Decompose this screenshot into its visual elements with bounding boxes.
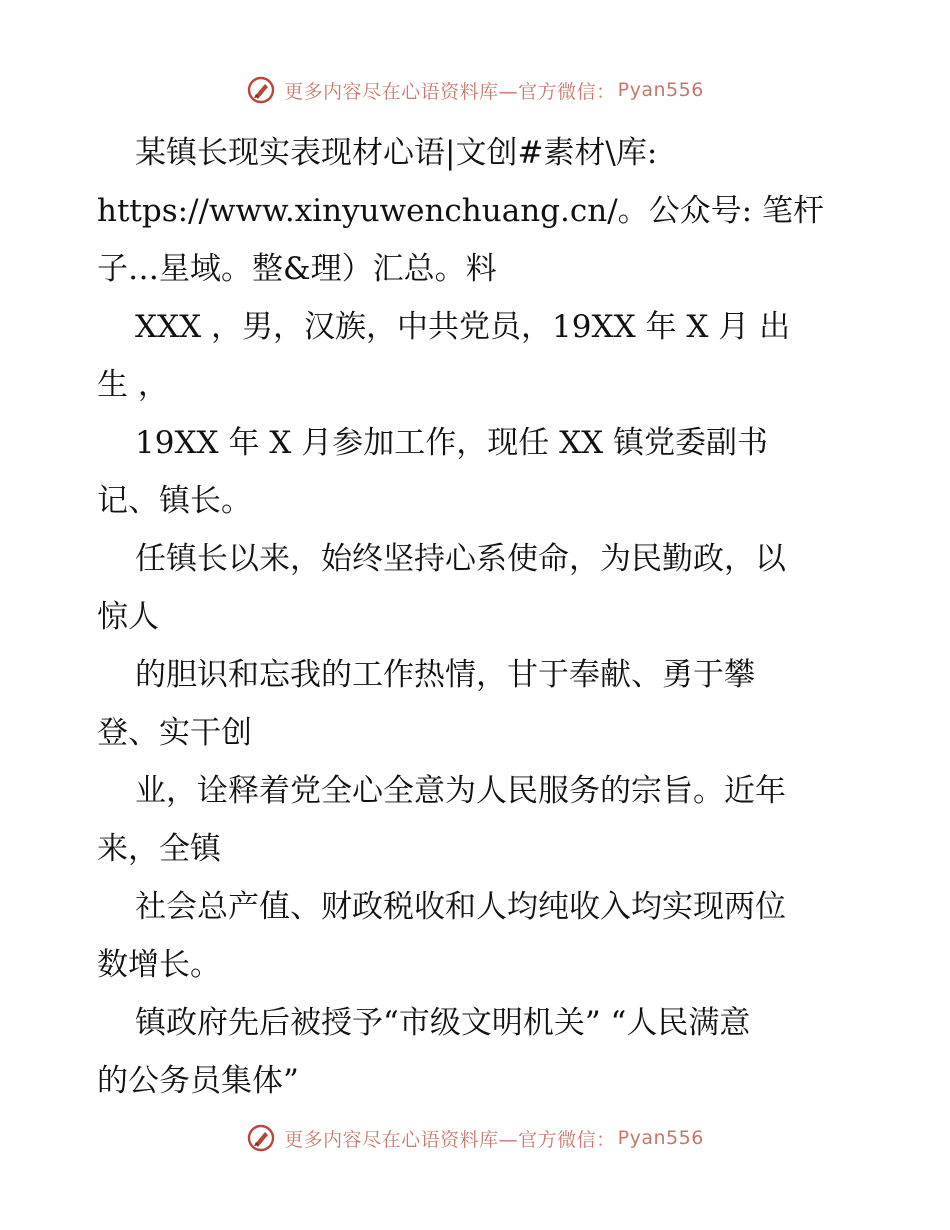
footer-watermark bbox=[0, 1118, 950, 1158]
text-line: 数增长。 bbox=[97, 947, 221, 983]
text-line: 业，诠释着党全心全意为人民服务的宗旨。近年 bbox=[135, 773, 786, 809]
pen-logo-icon bbox=[246, 1123, 276, 1153]
banner-wechat-id: Pyan556 bbox=[617, 1127, 704, 1149]
text-line: 的胆识和忘我的工作热情，甘于奉献、勇于攀 bbox=[135, 657, 755, 693]
text-line: XXX ，男，汉族，中共党员，19XX 年 X 月 出 bbox=[135, 309, 791, 345]
text-line: 19XX 年 X 月参加工作，现任 XX 镇党委副书 bbox=[135, 425, 769, 461]
text-line: 登、实干创 bbox=[97, 715, 252, 751]
text-line: 任镇长以来，始终坚持心系使命，为民勤政，以 bbox=[135, 541, 786, 577]
text-line: 某镇长现实表现材心语|文创#素材\库: bbox=[135, 135, 658, 171]
text-line: https://www.xinyuwenchuang.cn/。公众号: 笔杆 bbox=[97, 193, 824, 229]
document-body bbox=[97, 124, 857, 1110]
text-line: 来，全镇 bbox=[97, 831, 221, 867]
text-line: 的公务员集体” bbox=[97, 1063, 299, 1099]
text-line: 生 ， bbox=[97, 367, 169, 403]
banner-text: 更多内容尽在心语资料库—官方微信： bbox=[284, 1128, 616, 1151]
header-watermark bbox=[0, 70, 950, 110]
pen-logo-icon bbox=[246, 75, 276, 105]
text-line: 子…星域。整&理）汇总。料 bbox=[97, 251, 497, 287]
banner-text: 更多内容尽在心语资料库—官方微信： bbox=[284, 80, 616, 103]
text-line: 惊人 bbox=[97, 599, 159, 635]
text-line: 镇政府先后被授予“市级文明机关” “人民满意 bbox=[135, 1005, 751, 1041]
text-line: 社会总产值、财政税收和人均纯收入均实现两位 bbox=[135, 889, 786, 925]
text-line: 记、镇长。 bbox=[97, 483, 252, 519]
banner-wechat-id: Pyan556 bbox=[617, 79, 704, 101]
